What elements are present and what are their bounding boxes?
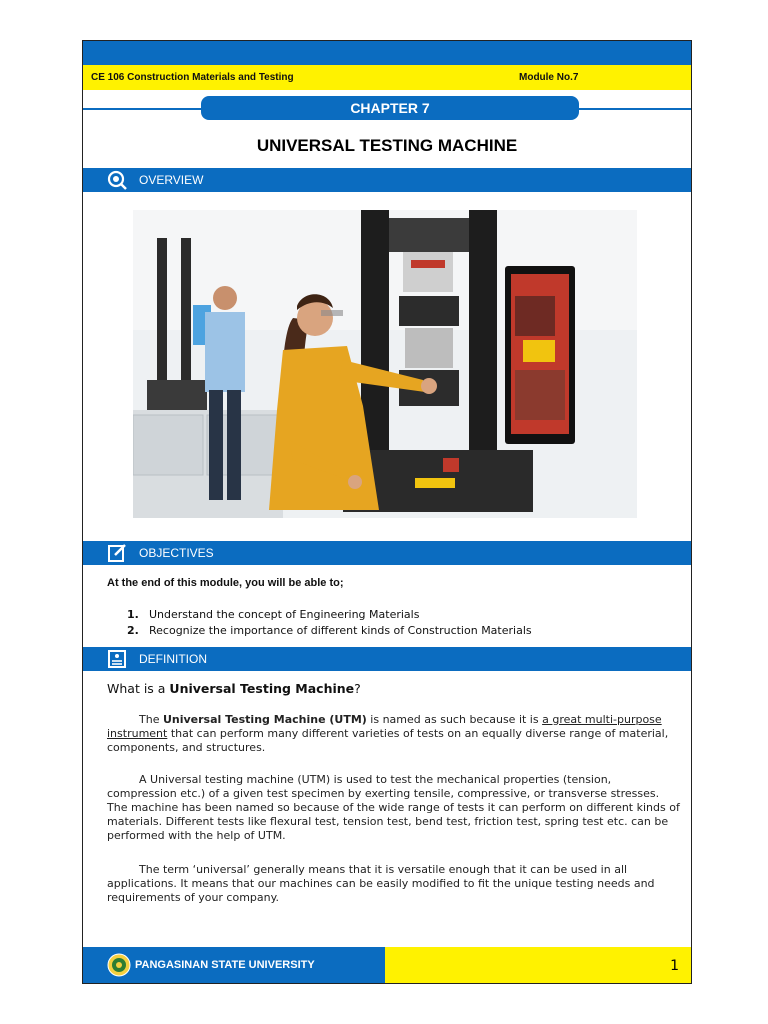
list-item (127, 623, 532, 639)
question-term: Universal Testing Machine (169, 681, 355, 696)
objectives-lead: At the end of this module, you will be able to; (107, 577, 344, 589)
page-title: UNIVERSAL TESTING MACHINE (256, 136, 518, 155)
section-overview (83, 168, 691, 192)
text-run: The (139, 713, 163, 726)
section-definition (83, 647, 691, 671)
text-run: is named as such because it is (366, 713, 543, 726)
text-run: that can perform many different varieties of tests on an equally diverse range of material, components, and structures. (107, 727, 669, 754)
underlined-phrase: a great multi-purpose instrument (107, 713, 662, 740)
question-text: What is a (107, 681, 170, 696)
item-number: 1. (127, 608, 139, 621)
objectives-list (127, 607, 532, 639)
magnifier-icon (107, 170, 127, 190)
edit-icon (107, 543, 127, 563)
university-name: PANGASINAN STATE UNIVERSITY (135, 959, 315, 971)
section-title: OVERVIEW (139, 173, 204, 187)
question-mark: ? (354, 681, 361, 696)
document-page (82, 40, 692, 984)
course-title: CE 106 Construction Materials and Testing (91, 72, 294, 83)
document-icon (107, 649, 127, 669)
list-item (127, 607, 532, 623)
item-text: Recognize the importance of different kinds of Construction Materials (149, 624, 532, 637)
definition-paragraph-1 (107, 713, 681, 755)
section-objectives (83, 541, 691, 565)
header-yellow-band (83, 65, 691, 90)
bold-term: Universal Testing Machine (UTM) (162, 713, 367, 726)
text-run: The term ‘universal’ generally means that it is versatile enough that it can be used in all applications. It means that our machines can be easily modified to fit the unique testing needs and requirements of your company. (107, 863, 655, 904)
section-title: DEFINITION (139, 652, 207, 666)
definition-question (107, 681, 361, 696)
section-title: OBJECTIVES (139, 546, 214, 560)
chapter-label: CHAPTER 7 (201, 96, 579, 120)
item-text: Understand the concept of Engineering Materials (149, 608, 420, 621)
item-number: 2. (127, 624, 139, 637)
definition-paragraph-3 (107, 863, 681, 905)
footer-yellow-band (385, 947, 692, 983)
module-number: Module No.7 (519, 72, 579, 83)
page-number: 1 (670, 958, 679, 974)
utm-photo (133, 210, 637, 518)
university-seal-icon (107, 953, 131, 977)
header-blue-band (83, 41, 691, 65)
text-run: A Universal testing machine (UTM) is used to test the mechanical properties (tension, compression etc.) of a given test specimen by exerting tensile, compressive, or transverse stresses. The machine has been named so because of the wide range of tests it can perform on different kinds of materials. Different tests like flexural test, tension test, bend test, friction test, spring test etc. can be performed with the help of UTM. (107, 773, 680, 842)
definition-paragraph-2 (107, 773, 681, 843)
